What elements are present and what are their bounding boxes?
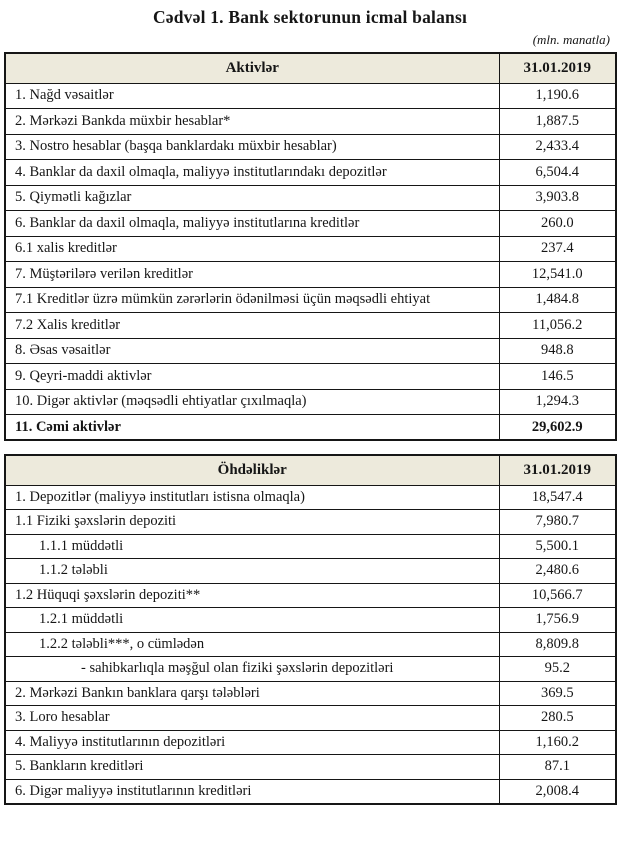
table-row	[5, 287, 616, 313]
table-row	[5, 389, 616, 415]
row-value: 7,980.7	[499, 510, 616, 535]
row-value: 95.2	[499, 657, 616, 682]
row-label: 6.1 xalis kreditlər	[5, 236, 499, 262]
row-label: 3. Loro hesablar	[5, 706, 499, 731]
table-row	[5, 415, 616, 441]
table-row	[5, 83, 616, 109]
table-row	[5, 632, 616, 657]
row-value: 1,887.5	[499, 109, 616, 135]
row-value: 280.5	[499, 706, 616, 731]
row-value: 1,190.6	[499, 83, 616, 109]
row-label: 10. Digər aktivlər (məqsədli ehtiyatlar çıxılmaqla)	[5, 389, 499, 415]
liabilities-table	[4, 454, 617, 805]
row-label: 1.1.1 müddətli	[5, 534, 499, 559]
assets-table-header-date: 31.01.2019	[499, 53, 616, 83]
row-label: 5. Qiymətli kağızlar	[5, 185, 499, 211]
row-label: 11. Cəmi aktivlər	[5, 415, 499, 441]
row-value: 29,602.9	[499, 415, 616, 441]
table-row	[5, 583, 616, 608]
row-label: 2. Mərkəzi Bankda müxbir hesablar*	[5, 109, 499, 135]
row-value: 87.1	[499, 755, 616, 780]
row-label: 9. Qeyri-maddi aktivlər	[5, 364, 499, 390]
row-label: 7.2 Xalis kreditlər	[5, 313, 499, 339]
table-row	[5, 755, 616, 780]
row-value: 5,500.1	[499, 534, 616, 559]
table-row	[5, 779, 616, 804]
liabilities-table-header-label: Öhdəliklər	[5, 455, 499, 485]
row-label: 7. Müştərilərə verilən kreditlər	[5, 262, 499, 288]
assets-table	[4, 52, 617, 441]
table-row	[5, 160, 616, 186]
table-row	[5, 534, 616, 559]
row-label: 8. Əsas vəsaitlər	[5, 338, 499, 364]
row-label: 1.1.2 tələbli	[5, 559, 499, 584]
page-title: Cədvəl 1. Bank sektorunun icmal balansı	[152, 7, 468, 27]
row-label: 1. Nağd vəsaitlər	[5, 83, 499, 109]
table-row	[5, 657, 616, 682]
row-label: 1. Depozitlər (maliyyə institutları istisna olmaqla)	[5, 485, 499, 510]
table-row	[5, 262, 616, 288]
row-value: 10,566.7	[499, 583, 616, 608]
row-label: 3. Nostro hesablar (başqa banklardakı müxbir hesablar)	[5, 134, 499, 160]
table-row	[5, 706, 616, 731]
table-row	[5, 730, 616, 755]
row-value: 260.0	[499, 211, 616, 237]
row-value: 1,160.2	[499, 730, 616, 755]
table-gap	[0, 441, 620, 454]
row-label: 4. Banklar da daxil olmaqla, maliyyə institutlarındakı depozitlər	[5, 160, 499, 186]
table-row	[5, 608, 616, 633]
table-row	[5, 485, 616, 510]
table-row	[5, 236, 616, 262]
table-row	[5, 681, 616, 706]
row-label: 5. Bankların kreditləri	[5, 755, 499, 780]
row-label: 1.1 Fiziki şəxslərin depoziti	[5, 510, 499, 535]
row-value: 948.8	[499, 338, 616, 364]
table-row	[5, 211, 616, 237]
row-value: 8,809.8	[499, 632, 616, 657]
row-value: 1,484.8	[499, 287, 616, 313]
row-value: 2,480.6	[499, 559, 616, 584]
table-row	[5, 510, 616, 535]
row-value: 146.5	[499, 364, 616, 390]
row-label: 1.2 Hüquqi şəxslərin depoziti**	[5, 583, 499, 608]
assets-table-header-label: Aktivlər	[5, 53, 499, 83]
row-label: 6. Banklar da daxil olmaqla, maliyyə institutlarına kreditlər	[5, 211, 499, 237]
table-row	[5, 109, 616, 135]
row-label: 7.1 Kreditlər üzrə mümkün zərərlərin ödənilməsi üçün məqsədli ehtiyat	[5, 287, 499, 313]
row-value: 3,903.8	[499, 185, 616, 211]
assets-table-header-row	[5, 53, 616, 83]
row-label: 4. Maliyyə institutlarının depozitləri	[5, 730, 499, 755]
row-label: - sahibkarlıqla məşğul olan fiziki şəxslərin depozitləri	[5, 657, 499, 682]
row-value: 12,541.0	[499, 262, 616, 288]
liabilities-table-header-row	[5, 455, 616, 485]
unit-note: (mln. manatla)	[532, 32, 610, 47]
row-label: 6. Digər maliyyə institutlarının kreditləri	[5, 779, 499, 804]
row-value: 1,756.9	[499, 608, 616, 633]
row-value: 369.5	[499, 681, 616, 706]
row-value: 18,547.4	[499, 485, 616, 510]
row-value: 11,056.2	[499, 313, 616, 339]
row-label: 1.2.2 tələbli***, o cümlədən	[5, 632, 499, 657]
row-label: 2. Mərkəzi Bankın banklara qarşı tələbləri	[5, 681, 499, 706]
table-row	[5, 313, 616, 339]
table-row	[5, 364, 616, 390]
table-row	[5, 134, 616, 160]
row-value: 1,294.3	[499, 389, 616, 415]
table-row	[5, 338, 616, 364]
row-value: 2,433.4	[499, 134, 616, 160]
table-row	[5, 185, 616, 211]
table-row	[5, 559, 616, 584]
row-value: 237.4	[499, 236, 616, 262]
row-value: 2,008.4	[499, 779, 616, 804]
row-value: 6,504.4	[499, 160, 616, 186]
liabilities-table-header-date: 31.01.2019	[499, 455, 616, 485]
row-label: 1.2.1 müddətli	[5, 608, 499, 633]
